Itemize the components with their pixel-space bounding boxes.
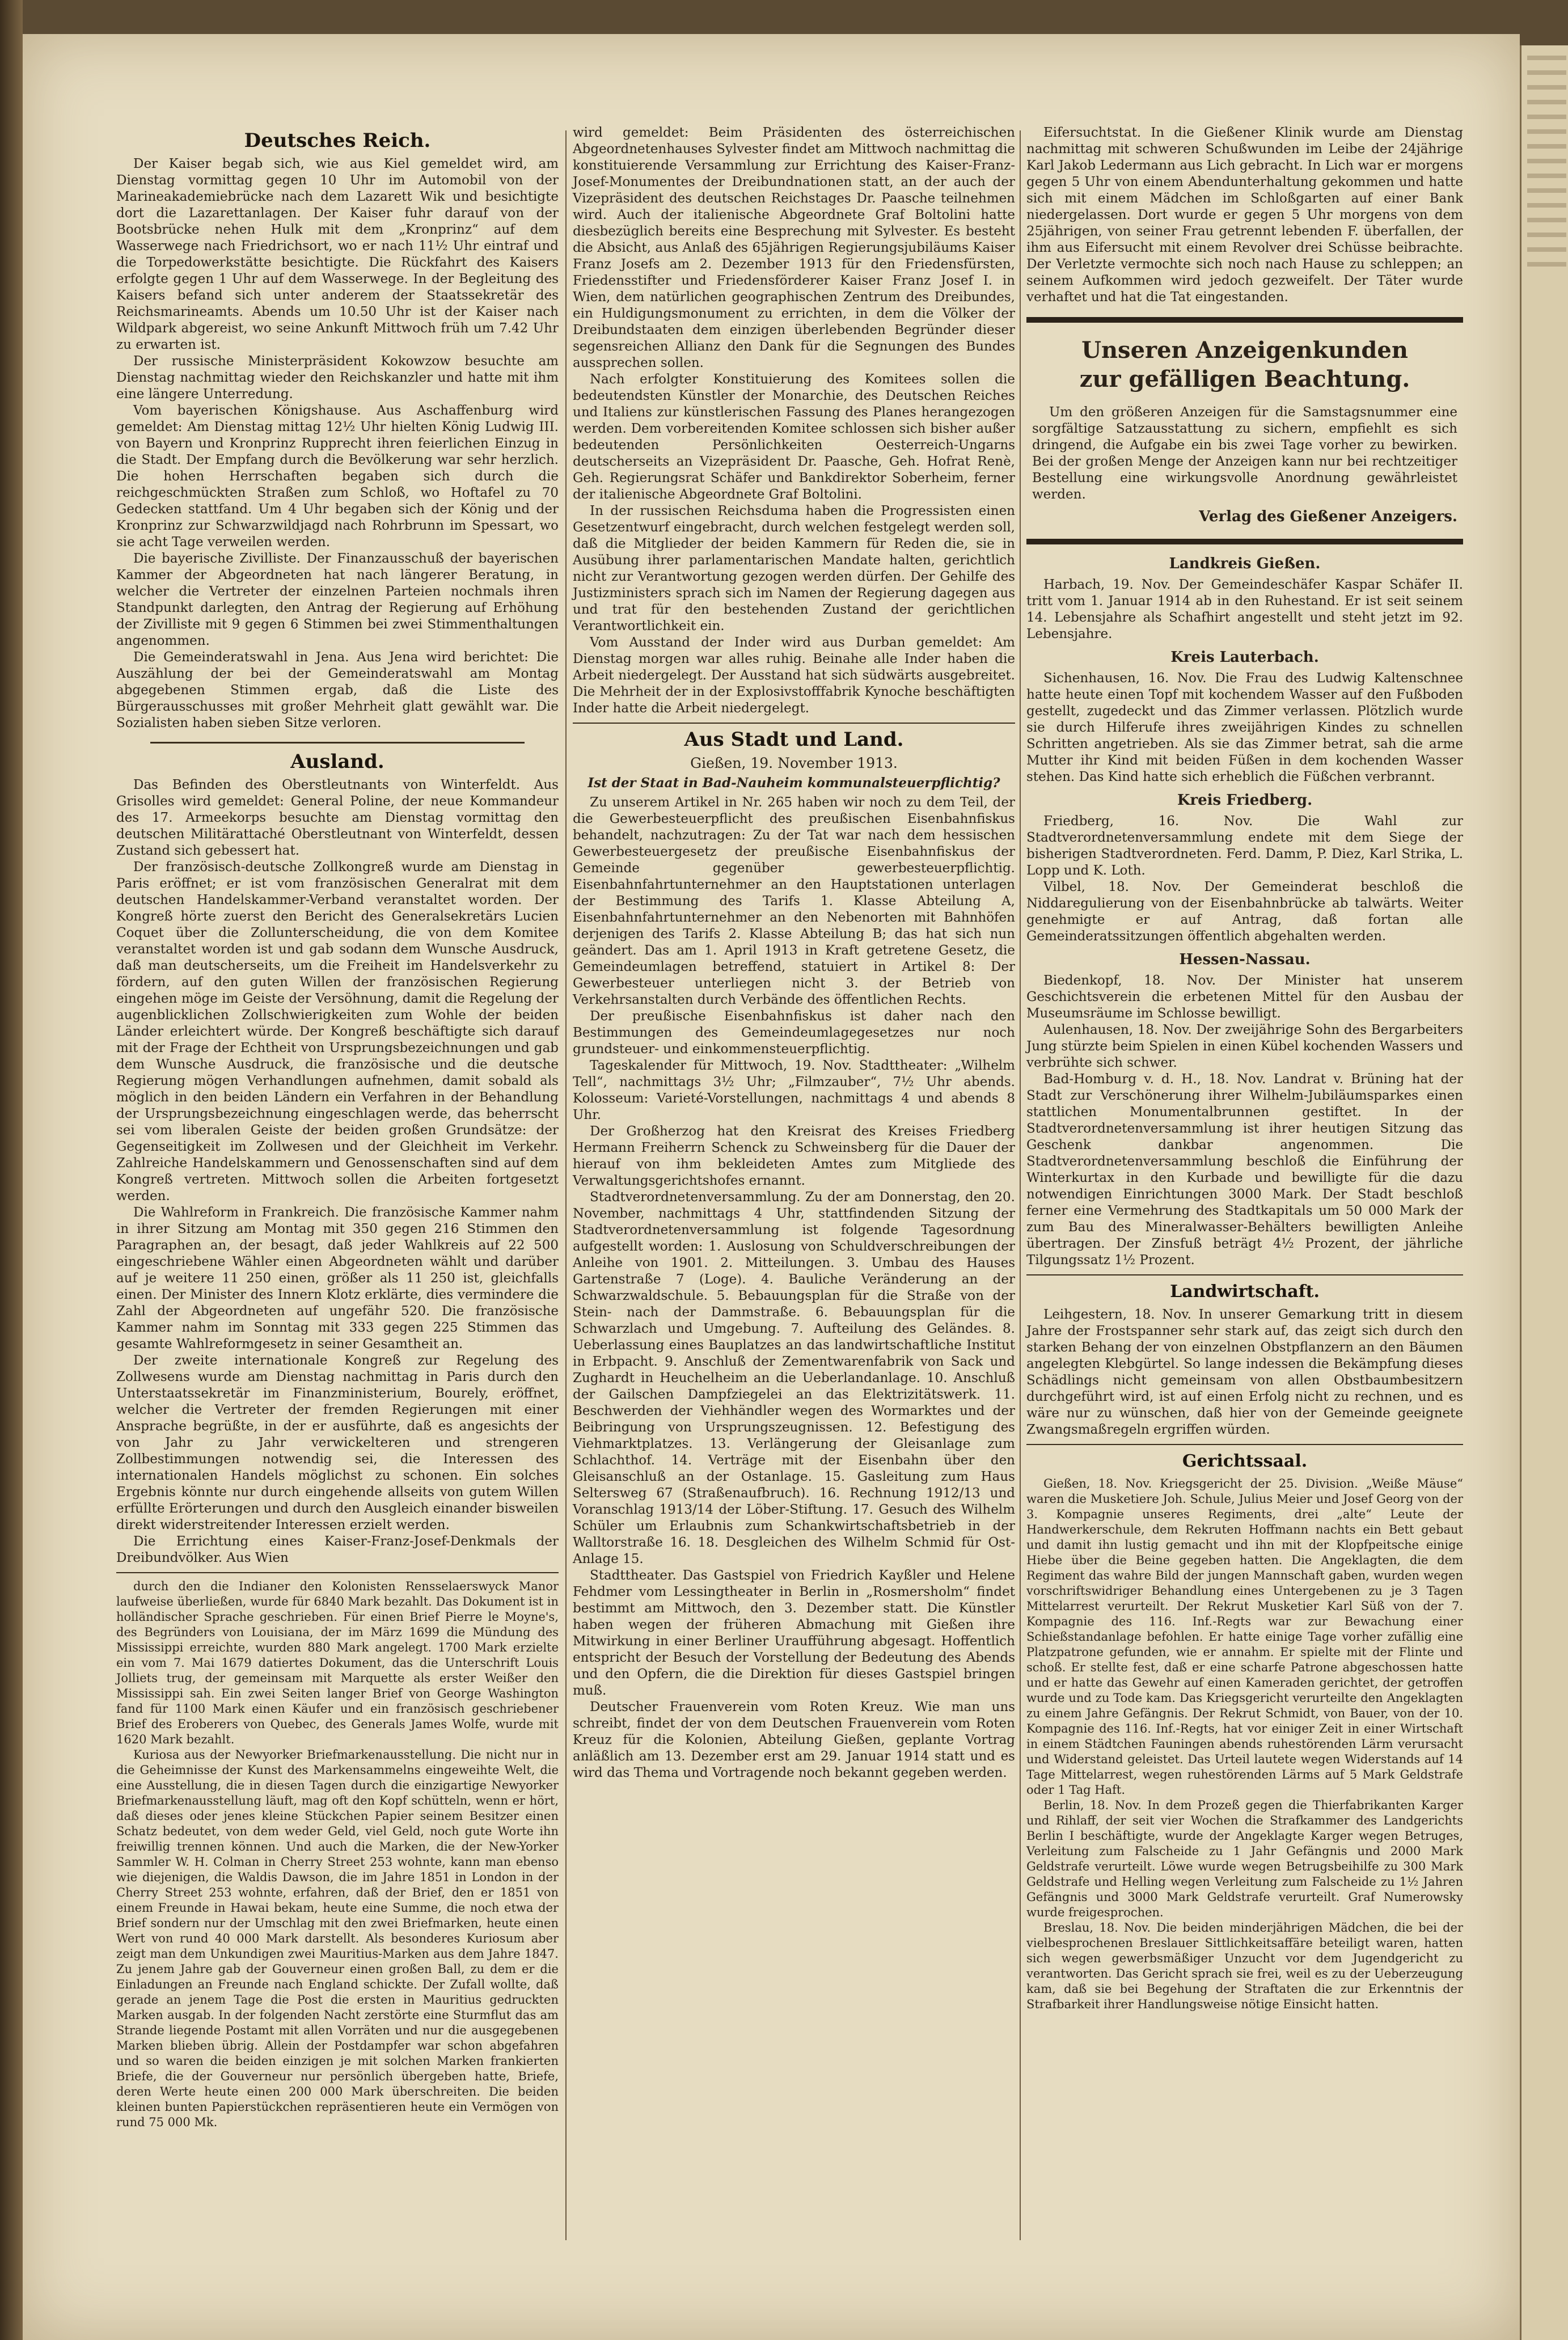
article-ministerpraesident: Der russische Ministerpräsident Kokowzow besuchte am Dienstag nachmittag wieder den Reichskanzler und hatte mit ihm eine längere Unterredung. (116, 354, 559, 402)
article-grossherzog: Der Großherzog hat den Kreisrat des Kreises Friedberg Hermann Freiherrn Schenck zu Schweinsberg für die Dauer der hierauf von ihm bekleideten Amtes zum Mitgliede des Verwaltungsgerichtshofes ernannt. (573, 1124, 1015, 1188)
heading-stadt-und-land: Aus Stadt und Land. (684, 728, 904, 751)
article-breslau: Breslau, 18. Nov. Die beiden minderjährigen Mädchen, die bei der vielbesprochenen Breslauer Sittlichkeitsaffäre beteiligt waren, hatten sich wegen gewerbsmäßiger Unzucht vor dem Jugendgericht zu verantworten. Das Gericht sprach sie frei, weil es zu der Ueberzeugung kam, daß sie bei Begehung der Straftaten die zur Erkenntnis der Strafbarkeit ihrer Handlungsweise nötige Einsicht hatten. (1026, 1921, 1463, 2011)
article-kaiser: Der Kaiser begab sich, wie aus Kiel gemeldet wird, am Dienstag vormittag gegen 10 Uhr im Automobil von der Marineakademiebrücke nach dem Lazarett Wik und besichtigte dort die Lazarettanlagen. Der Kaiser fuhr darauf von der Bootsbrücke nehen Hulk mit dem „Kronprinz“ auf dem Wasserwege nach Friedrichsort, wo er nach 11½ Uhr eintraf und die Torpedowerkstätte besichtigte. Die Rückfahrt des Kaisers erfolgte gegen 1 Uhr auf dem Wasserwege. In der Begleitung des Kaisers befand sich unter anderem der Staatssekretär des Reichsmarineamts. Abends um 10.50 Uhr ist der Kaiser nach Wildpark abgereist, wo seine Ankunft Mittwoch früh um 7.42 Uhr zu erwarten ist. (116, 157, 559, 352)
article-aulenhausen: Aulenhausen, 18. Nov. Der zweijährige Sohn des Bergarbeiters Jung stürzte beim Spielen in einen Kübel kochenden Wassers und verbrühte sich schwer. (1026, 1023, 1463, 1070)
heading-landwirtschaft: Landwirtschaft. (1170, 1282, 1320, 1302)
heading-kreis-lauterbach: Kreis Lauterbach. (1170, 649, 1319, 666)
article-staat: Zu unserem Artikel in Nr. 265 haben wir noch zu dem Teil, der die Gewerbesteuerpflicht des preußischen Eisenbahnfiskus behandelt, nachzutragen: Zu der Tat war nach dem hessischen Gewerbesteuergesetz der preußische Eisenbahnfiskus der Gemeinde gegenüber gewerbesteuerpflichtig. Eisenbahnfahrtunternehmer an den Hauptstationen unterlagen der Bestimmung des Tarifs 1. Klasse Abteilung A, Eisenbahnfahrtunternehmer an den Nebenorten mit Bahnhöfen derjenigen des Tarifs 2. Klasse Abteilung B; das hat sich nun geändert. Das am 1. April 1913 in Kraft getretene Gesetz, die Gemeindeumlagen betreffend, statuiert in Artikel 8: Der Gewerbesteuer unterliegen nicht 3. der Betrieb von Verkehrsanstalten durch Verbände des öffentlichen Rechts. (573, 795, 1015, 1007)
article-vilbel: Vilbel, 18. Nov. Der Gemeinderat beschloß die Niddaregulierung von der Eisenbahnbrücke ab talwärts. Weiter genehmigte er auf Antrag, daß fortan alle Gemeinderatssitzungen öffentlich abgehalten werden. (1026, 880, 1463, 944)
article-zollwesen: Der zweite internationale Kongreß zur Regelung des Zollwesens wurde am Dienstag nachmittag in Paris durch den Unterstaatssekretär im Finanzministerium, Bourely, eröffnet, welcher die Vertreter der fremden Regierungen mit einer Ansprache begrüßte, in der er ausführte, daß es angesichts der von Jahr zu Jahr verwickelteren und strengeren Zollbestimmungen notwendig sei, die Interessen des internationalen Handels möglichst zu schonen. Ein solches Ergebnis könnte nur durch eingehende allseits von gutem Willen erfüllte Erörterungen und durch den Ausgleich einander bisweilen direkt widerstreitender Interessen erzielt werden. (116, 1353, 559, 1532)
article-denkmal: Die Errichtung eines Kaiser-Franz-Josef-Denkmals der Dreibundvölker. Aus Wien (116, 1534, 559, 1565)
article-tageskalender: Tageskalender für Mittwoch, 19. Nov. Stadttheater: „Wilhelm Tell“, nachmittags 3½ Uhr; „Filmzauber“, 7½ Uhr abends. Kolosseum: Varieté-Vorstellungen, nachmittags 4 und abends 8 Uhr. (573, 1058, 1015, 1122)
heading-gerichtssaal: Gerichtssaal. (1182, 1451, 1308, 1471)
article-zollkongress: Der französisch-deutsche Zollkongreß wurde am Dienstag in Paris eröffnet; er ist vom französischen Generalrat mit dem deutschen Handelskammer-Verband veranstaltet worden. Der Kongreß hörte zuerst den Bericht des Generalsekretärs Lucien Coquet über die Zollunterscheidung, die von dem Komitee veranstaltet worden ist und gab sodann dem Wunsche Ausdruck, daß man deutscherseits, um die Freiheit im Handelsverkehr zu fördern, auf den guten Willen der französischen Regierung eingehen möge im Geiste der Versöhnung, damit die Regelung der augenblicklichen Zollschwierigkeiten zum Wohle der beiden Länder erleichtert würde. Der Kongreß beschäftigte sich darauf mit der Frage der Echtheit von Ursprungsbezeichnungen und gab dem Wunsche Ausdruck, die französische und die deutsche Regierung mögen Verhandlungen aufnehmen, damit sobald als möglich in den beiden Ländern ein Verfahren in der Behandlung der Ursprungsbezeichnung eingeschlagen werde, das beherrscht sei vom liberalen Geiste der beiden großen Grundsätze: der Gegenseitigkeit im Zollwesen und der Gleichheit im Verkehr. Zahlreiche Handelskammern und Genossenschaften sind auf dem Kongreß vertreten. Mittwoch sollen die Arbeiten fortgesetzt werden. (116, 860, 559, 1203)
article-wahlreform: Die Wahlreform in Frankreich. Die französische Kammer nahm in ihrer Sitzung am Montag mit 350 gegen 216 Stimmen den Paragraphen an, der besagt, daß jeder Wahlkreis auf 22 500 eingeschriebene Wähler einen Abgeordneten wählt und darüber auf je weitere 11 250 einen, größer als 11 250 ist, gleichfalls einen. Der Minister des Innern Klotz erklärte, dies vermindere die Zahl der Abgeordneten auf ungefähr 520. Die französische Kammer nahm im Sonntag mit 333 gegen 225 Stimmen das gesamte Wahlreformgesetz in seiner Gesamtheit an. (116, 1205, 559, 1351)
article-berlin: Berlin, 18. Nov. In dem Prozeß gegen die Thierfabrikanten Karger und Rihlaff, der seit vier Wochen die Strafkammer des Landgerichts Berlin I beschäftigte, wurde der Angeklagte Karger wegen Betruges, Verleitung zum Falscheide zu 1 Jahr Gefängnis und 2000 Mark Geldstrafe verurteilt. Löwe wurde wegen Betrugsbeihilfe zu 300 Mark Geldstrafe und Helling wegen Verleitung zum Falscheide zu 1½ Jahren Gefängnis und 3000 Mark Geldstrafe verurteilt. Graf Numerowsky wurde freigesprochen. (1026, 1798, 1463, 1919)
article-eisenbahnfiskus: Der preußische Eisenbahnfiskus ist daher nach den Bestimmungen des Gemeindeumlagegesetzes nur noch grundsteuer- und einkommensteuerpflichtig. (573, 1009, 1015, 1057)
section-divider (150, 742, 525, 744)
article-bad-homburg: Bad-Homburg v. d. H., 18. Nov. Landrat v. Brüning hat der Stadt zur Verschönerung ihrer Wilhelm-Jubiläumsparkes einen stattlichen Monumentalbrunnen gestiftet. In der Stadtverordnetenversammlung ist ihrer heutigen Sitzung das Geschenk dankbar angenommen. Die Stadtverordnetenversammlung beschloß die Einführung der Winterkurtax in den Kurbade und bewilligte für die dazu notwendigen Einrichtungen 3000 Mark. Der Stadt beschloß ferner eine Vermehrung des Stadtkapitals um 50 000 Mark der zum Bau des Mineralwasser-Behälters bewilligten Anleihe übertragen. Der Zinsfuß beträgt 4½ Prozent, der jährliche Tilgungssatz 1½ Prozent. (1026, 1072, 1463, 1268)
article-briefmarken: Kuriosa aus der Newyorker Briefmarkenausstellung. Die nicht nur in die Geheimnisse der Kunst des Markensammelns eingeweihte Welt, die eine Ausstellung, die in diesen Tagen durch die einzigartige Newyorker Briefmarkenausstellung läuft, mag oft den Kopf schütteln, wenn er hört, daß dieses oder jenes kleine Stückchen Papier seinem Besitzer einen Schatz bedeutet, von dem weder Geld, viel Geld, noch gute Worte ihn freiwillig trennen können. Und auch die Marken, die der New-Yorker Sammler W. H. Colman in Cherry Street 253 wohnte, kann man ebenso wie diejenigen, die Waldis Dawson, die im Jahre 1851 in London in der Cherry Street 253 wohnte, erfahren, daß der Brief, den er 1851 von einem Freunde in Hawai bekam, heute eine Summe, die noch etwa der Brief sondern nur der Umschlag mit den zwei Briefmarken, heute einen Wert von rund 40 000 Mark darstellt. Als besonderes Kuriosum aber zeigt man dem Unkundigen zwei Mauritius-Marken aus dem Jahre 1847. Zu jenem Jahre gab der Gouverneur einen großen Ball, zu dem er die Einladungen an Freunde nach England schickte. Der Zufall wollte, daß gerade an jenem Tage die Post die ersten in Mauritius gedruckten Marken ausgab. In der folgenden Nacht zerstörte eine Sturmflut das am Strande liegende Postamt mit allen Vorräten und nur die ausgegebenen Marken blieben übrig. Allein der Postdampfer war schon abgefahren und so waren die beiden einzigen je mit solchen Marken frankierten Briefe, die der Gouverneur nur persönlich übergeben hatte, Briefe, deren Werte heute einen 200 000 Mark überschreiten. Die beiden kleinen bunten Papierstückchen repräsentieren heute ein Vermögen von rund 75 000 Mk. (116, 1748, 559, 2129)
notice-title-1: Unseren Anzeigenkunden (1081, 337, 1408, 364)
article-kriegsgericht: Gießen, 18. Nov. Kriegsgericht der 25. Division. „Weiße Mäuse“ waren die Musketiere Joh. Schule, Julius Meier und Josef Georg von der 3. Kompagnie unseres Regiments, drei „alte“ Leute der Handwerkerschule, dem Rekruten Hoffmann nachts ein Bett gebaut und damit ihn lustig gemacht und ihn mit der Klopfpeitsche einige Hiebe über die Beine gegeben hatten. Die Angeklagten, die dem Regiment das wahre Bild der jungen Mannschaft gaben, wurden wegen vorschriftswidriger Behandlung eines Untergebenen zu je 3 Tagen Mittelarrest verurteilt. Der Rekrut Musketier Karl Süß von der 7. Kompagnie des 116. Inf.-Regts war zur Bewachung einer Schießstandanlage befohlen. Er hatte einige Tage vorher zufällig eine Platzpatrone gefunden, wie er annahm. Er spielte mit der Flinte und schoß. Er stellte fest, daß er eine scharfe Patrone abgeschossen hatte und er hatte das Gewehr auf einen Kameraden gerichtet, der getroffen wurde und zu Tode kam. Das Kriegsgericht verurteilte den Angeklagten zu einem Jahre Gefängnis. Der Rekrut Schmidt, von Bauer, von der 10. Kompagnie des 116. Inf.-Regts, hat vor einiger Zeit in einer Wirtschaft in einem Städtchen Fauningen abends ruhestörenden Lärm verursacht und Widerstand geleistet. Das Urteil lautete wegen Widerstands auf 14 Tage Mittelarrest, wegen ruhestörenden Lärms auf 5 Mark Geldstrafe oder 1 Tag Haft. (1026, 1477, 1463, 1797)
article-konstituierung: Nach erfolgter Konstituierung des Komitees sollen die bedeutendsten Künstler der Monarchie, des Deutschen Reiches und Italiens zur künstlerischen Fassung des Planes herangezogen werden. Dem vorbereitenden Komitee schlossen sich bisher außer bedeutenden Persönlichkeiten Oesterreich-Ungarns deutscherseits an Vizepräsident Dr. Paasche, Geh. Hofrat Renè, Geh. Regierungsrat Schäfer und Bankdirektor Soberheim, ferner der italienische Abgeordnete Graf Boltolini. (573, 372, 1015, 502)
article-friedberg: Friedberg, 16. Nov. Die Wahl zur Stadtverordnetenversammlung endete mit dem Siege der bisherigen Stadtverordneten. Ferd. Damm, P. Diez, Karl Strika, L. Lopp und K. Loth. (1026, 814, 1463, 878)
column-rule-1 (565, 130, 567, 2240)
article-koenigshaus: Vom bayerischen Königshause. Aus Aschaffenburg wird gemeldet: Am Dienstag mittag 12½ Uhr hielten König Ludwig III. von Bayern und Kronprinz Rupprecht ihren feierlichen Einzug in die Stadt. Der Empfang durch die Bevölkerung war sehr herzlich. Die hohen Herrschaften begaben sich durch die reichgeschmückten Straßen zum Schloß, wo Hoftafel zu 70 Gedecken stattfand. Um 4 Uhr begaben sich der König und der Kronprinz zur Schwarzwildjagd nach Rohrbrunn im Spessart, wo sie acht Tage verweilen werden. (116, 403, 559, 550)
article-indianer: durch den die Indianer den Kolonisten Rensselaerswyck Manor laufweise überließen, wurde für 6840 Mark bezahlt. Das Dokument ist in holländischer Sprache geschrieben. Für einen Brief Pierre le Moyne's, des Begründers von Louisiana, der im März 1699 die Mündung des Mississippi erreichte, wurden 880 Mark angelegt. 1700 Mark erzielte ein vom 7. Mai 1679 datiertes Dokument, das die Unterschrift Louis Jolliets trug, der gemeinsam mit Marquette als erster Weißer den Mississippi sah. Ein zwei Seiten langer Brief von George Washington fand für 1100 Mark einen Käufer und ein französisch geschriebener Brief des Eroberers von Quebec, des Generals James Wolfe, wurde mit 1620 Mark bezahlt. (116, 1579, 559, 1746)
notice-body: Um den größeren Anzeigen für die Samstagsnummer eine sorgfältige Satzausstattung zu sichern, empfiehlt es sich dringend, die Aufgabe ein bis zwei Tage vorher zu bewirken. Bei der großen Menge der Anzeigen kann nur bei rechtzeitiger Bestellung eine wirkungsvolle Anordnung gewährleistet werden. (1032, 405, 1457, 502)
feuilleton-divider (116, 1572, 559, 1573)
article-wien: wird gemeldet: Beim Präsidenten des österreichischen Abgeordnetenhauses Sylvester findet am Mittwoch nachmittag die konstituierende Versammlung zur Errichtung des Kaiser-Franz-Josef-Monumentes der Dreibundnationen statt, an der auch der Vizepräsident des deutschen Reichstages Dr. Paasche teilnehmen wird. Auch der italienische Abgeordnete Graf Boltolini hatte diesbezüglich bereits eine Besprechung mit Sylvester. Es besteht die Absicht, aus Anlaß des 65jährigen Regierungsjubiläums Kaiser Franz Josefs am 2. Dezember 1913 für den Friedensfürsten, Friedensstifter und Friedensförderer Kaiser Franz Josef I. in Wien, dem natürlichen geographischen Zentrum des Dreibundes, ein Huldigungsmonument zu errichten, in dem die Völker der Dreibundstaaten dem einzigen überlebenden Begründer dieser segensreichen Allianz den Dank für die Segnungen des Bundes aussprechen sollen. (573, 125, 1015, 370)
section-divider (1026, 1444, 1463, 1445)
heading-hessen-nassau: Hessen-Nassau. (1179, 951, 1311, 968)
next-page-edge (1520, 45, 1568, 2340)
article-stadttheater: Stadttheater. Das Gastspiel von Friedrich Kayßler und Helene Fehdmer vom Lessingtheater in Berlin in „Rosmersholm“ findet bestimmt am Mittwoch, den 3. Dezember statt. Die Künstler haben wegen der früheren Abmachung mit Gießen ihre Mitwirkung in einer Berliner Uraufführung abgesagt. Hoffentlich entspricht der Besuch der Vorstellung der Bedeutung des Abends und den Opfern, die die Direktion für dieses Gastspiel bringen muß. (573, 1568, 1015, 1698)
article-leihgestern: Leihgestern, 18. Nov. In unserer Gemarkung tritt in diesem Jahre der Frostspanner sehr stark auf, das zeigt sich durch den starken Behang der von einzelnen Obstpflanzern an den Bäumen angelegten Klebgürtel. So lange indessen die Bekämpfung dieses Schädlings nicht gemeinsam von allen Obstbaumbesitzern durchgeführt wird, ist auf einen Erfolg nicht zu rechnen, und es wäre nur zu wünschen, daß hier von der Gemeinde geeignete Zwangsmaßregeln ergriffen würden. (1026, 1307, 1463, 1437)
article-frauenverein: Deutscher Frauenverein vom Roten Kreuz. Wie man uns schreibt, findet der von dem Deutschen Frauenverein vom Roten Kreuz für die Kolonien, Abteilung Gießen, geplante Vortrag anläßlich am 13. Dezember erst am 29. Januar 1914 statt und es wird das Thema und Vortragende noch bekannt gegeben werden. (573, 1700, 1015, 1780)
article-indien: Vom Ausstand der Inder wird aus Durban gemeldet: Am Dienstag morgen war alles ruhig. Beinahe alle Inder haben die Arbeit niedergelegt. Der Ausstand hat sich südwärts ausgebreitet. Die Mehrheit der in der Explosivstofffabrik Kynoche beschäftigten Inder hatte die Arbeit niedergelegt. (573, 635, 1015, 716)
subheading-bad-nauheim: Ist der Staat in Bad-Nauheim kommunalsteuerpflichtig? (588, 775, 1000, 791)
article-winterfeldt: Das Befinden des Oberstleutnants von Winterfeldt. Aus Grisolles wird gemeldet: General Poline, der neue Kommandeur des 17. Armeekorps besuchte am Dienstag vormittag den deutschen Militärattaché Oberstleutnant von Winterfeldt, dessen Zustand sich gebessert hat. (116, 778, 559, 858)
dateline: Gießen, 19. November 1913. (690, 755, 898, 771)
article-biedenkopf: Biedenkopf, 18. Nov. Der Minister hat unserem Geschichtsverein die erbetenen Mittel für den Ausbau der Museumsräume im Schlosse bewilligt. (1026, 973, 1463, 1021)
notice-box-anzeigenkunden (1026, 317, 1463, 544)
heading-kreis-friedberg: Kreis Friedberg. (1177, 792, 1313, 809)
article-stadtverordneten: Stadtverordnetenversammlung. Zu der am Donnerstag, den 20. November, nachmittags 4 Uhr, stattfindenden Sitzung der Stadtverordnetenversammlung ist folgende Tagesordnung aufgestellt worden: 1. Auslosung von Schuldverschreibungen der Anleihe von 1901. 2. Mitteilungen. 3. Umbau des Hauses Gartenstraße 7 (Loge). 4. Bauliche Veränderung an der Schwarzwaldschule. 5. Bebauungsplan für die Straße von der Stein- nach der Dammstraße. 6. Bebauungsplan für die Schwarzlach und Umgebung. 7. Aufteilung des Geländes. 8. Ueberlassung eines Bauplatzes an das landwirtschaftliche Institut in Erbpacht. 9. Anschluß der Zementwarenfabrik von Sack und Zughardt in Heuchelheim an die Ueberlandanlage. 10. Anschluß der Gailschen Dampfziegelei an das Elektrizitätswerk. 11. Beschwerden der Viehhändler wegen des Wormarktes und der Beibringung von Ursprungszeugnissen. 12. Befestigung des Viehmarktplatzes. 13. Verlängerung der Gleisanlage zum Schlachthof. 14. Verträge mit der Eisenbahn über den Gleisanschluß an der Ostanlage. 15. Gasleitung zum Haus Seltersweg 67 (Straßenaufbruch). 16. Rechnung 1912/13 und Voranschlag 1913/14 der Löber-Stiftung. 17. Gesuch des Wilhelm Schüler um Erlaubnis zum Schankwirtschaftsbetrieb in der Walltorstraße 16. 18. Desgleichen des Wilhelm Schmid für Ost-Anlage 15. (573, 1190, 1015, 1566)
middle-column (573, 125, 1015, 1781)
article-reichsduma: In der russischen Reichsduma haben die Progressisten einen Gesetzentwurf eingebracht, durch welchen festgelegt werden soll, daß die Mitglieder der beiden Kammern für Reden die, sie in Ausübung ihrer parlamentarischen Mandate halten, gerichtlich nicht zur Verantwortung gezogen werden dürfen. Der Gehilfe des Justizministers sprach sich im Namen der Regierung dagegen aus und trat für den bestehenden Zustand der gerichtlichen Verantwortlichkeit ein. (573, 504, 1015, 633)
article-eifersuchtstat: Eifersuchtstat. In die Gießener Klinik wurde am Dienstag nachmittag mit schweren Schußwunden im Leibe der 24jährige Karl Jakob Ledermann aus Lich gebracht. In Lich war er morgens gegen 5 Uhr von einem Abendunterhaltung gekommen und hatte sich mit einem Mädchen im Schloßgarten auf einer Bank niedergelassen. Dort wurde er gegen 5 Uhr morgens von dem 25jährigen, von seiner Frau getrennt lebenden F. überfallen, der ihm aus Eifersucht mit einem Revolver drei Schüsse beibrachte. Der Verletzte vermochte sich noch nach Hause zu schleppen; an seinem Aufkommen wird jedoch gezweifelt. Der Täter wurde verhaftet und hat die Tat eingestanden. (1026, 125, 1463, 305)
heading-deutsches-reich: Deutsches Reich. (244, 129, 431, 152)
right-column (1026, 125, 1463, 2012)
article-zivilliste: Die bayerische Zivilliste. Der Finanzausschuß der bayerischen Kammer der Abgeordneten hat nach längerer Beratung, in welcher die Vertreter der einzelnen Parteien nochmals ihren Standpunkt darlegten, den Antrag der Regierung auf Erhöhung der Zivilliste mit 9 gegen 6 Stimmen bei zwei Stimmenthaltungen angenommen. (116, 551, 559, 648)
column-rule-2 (1020, 130, 1021, 2240)
notice-signature: Verlag des Gießener Anzeigers. (1199, 508, 1457, 525)
article-gemeinderatswahl: Die Gemeinderatswahl in Jena. Aus Jena wird berichtet: Die Auszählung der bei der Gemeinderatswahl am Montag abgegebenen Stimmen ergab, daß die Liste des Bürgerausschusses mit großer Mehrheit glatt gewählt war. Die Sozialisten haben sieben Sitze verloren. (116, 650, 559, 730)
book-spine (0, 0, 23, 2340)
article-sichenhausen: Sichenhausen, 16. Nov. Die Frau des Ludwig Kaltenschnee hatte heute einen Topf mit kochendem Wasser auf den Fußboden gestellt, zugedeckt und das Zimmer verlassen. Plötzlich wurde sie durch Hilferufe ihres zweijährigen Kindes zu schnellen Schritten angetrieben. Als sie das Zimmer betrat, sah die arme Mutter ihr Kind mit beiden Füßen in dem kochenden Wasser stehen. Das Kind hatte sich erheblich die Füßchen verbrannt. (1026, 671, 1463, 784)
heading-landkreis-giessen: Landkreis Gießen. (1169, 555, 1321, 572)
left-column (116, 125, 559, 2130)
heading-ausland: Ausland. (290, 750, 384, 773)
article-harbach: Harbach, 19. Nov. Der Gemeindeschäfer Kaspar Schäfer II. tritt vom 1. Januar 1914 ab in den Ruhestand. Er ist seit seinem 14. Lebensjahre als Schafhirt angestellt und steht jetzt im 92. Lebensjahre. (1026, 577, 1463, 641)
section-divider (1026, 1274, 1463, 1275)
section-divider (573, 723, 1015, 724)
notice-title-2: zur gefälligen Beachtung. (1079, 366, 1410, 392)
